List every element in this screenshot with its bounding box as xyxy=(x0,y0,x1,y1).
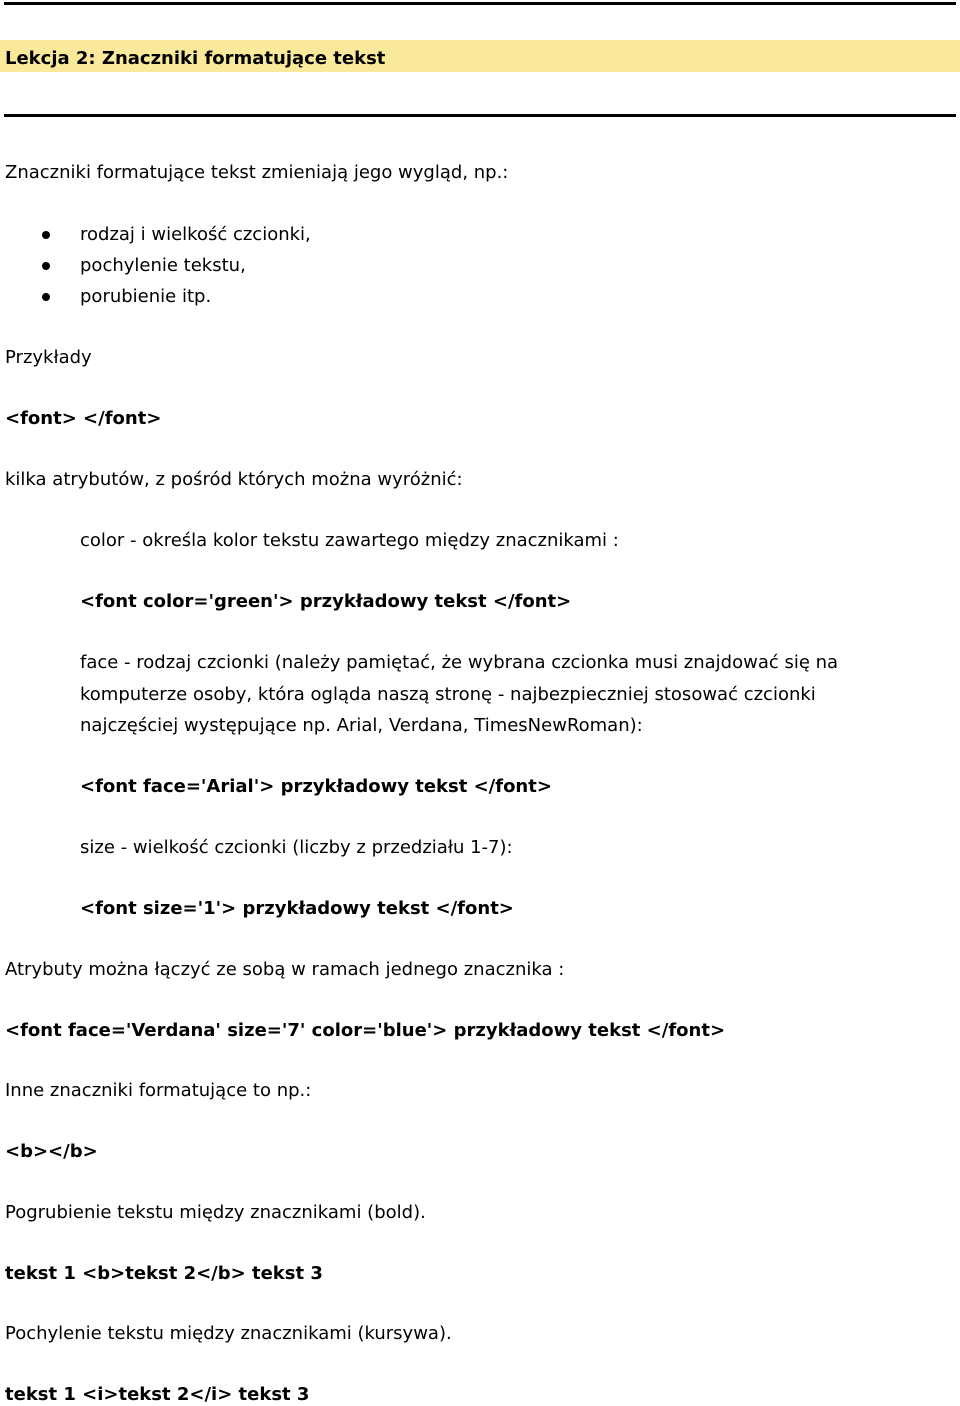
combine-example-code: <font face='Verdana' size='7' color='blue'> przykładowy tekst </font> xyxy=(5,1020,726,1041)
title-bar xyxy=(0,40,960,72)
bullet-dot-icon xyxy=(42,262,50,270)
attributes-intro: kilka atrybutów, z pośród których można wyróżnić: xyxy=(5,469,463,490)
italic-example-code: tekst 1 <i>tekst 2</i> tekst 3 xyxy=(5,1384,310,1405)
face-description-line: face - rodzaj czcionki (należy pamiętać, że wybrana czcionka musi znajdować się na xyxy=(80,652,839,673)
other-tags-text: Inne znaczniki formatujące to np.: xyxy=(5,1080,312,1101)
size-description: size - wielkość czcionki (liczby z przedziału 1-7): xyxy=(80,837,513,858)
face-description-line: komputerze osoby, która ogląda naszą stronę - najbezpieczniej stosować czcionki xyxy=(80,684,816,705)
bullet-dot-icon xyxy=(42,231,50,239)
color-example-code: <font color='green'> przykładowy tekst </font> xyxy=(80,591,572,612)
combine-description: Atrybuty można łączyć ze sobą w ramach jednego znacznika : xyxy=(5,959,565,980)
color-description: color - określa kolor tekstu zawartego między znacznikami : xyxy=(80,530,619,551)
font-tag-code: <font> </font> xyxy=(5,408,162,429)
italic-description: Pochylenie tekstu między znacznikami (kursywa). xyxy=(5,1323,452,1344)
list-item: porubienie itp. xyxy=(80,286,212,307)
top-rule xyxy=(4,2,956,5)
bold-description: Pogrubienie tekstu między znacznikami (bold). xyxy=(5,1202,426,1223)
title-rule xyxy=(4,114,956,117)
intro-text: Znaczniki formatujące tekst zmieniają jego wygląd, np.: xyxy=(5,162,509,183)
face-example-code: <font face='Arial'> przykładowy tekst </font> xyxy=(80,776,552,797)
bullet-dot-icon xyxy=(42,293,50,301)
face-description-line: najczęściej występujące np. Arial, Verdana, TimesNewRoman): xyxy=(80,715,643,736)
list-item: rodzaj i wielkość czcionki, xyxy=(80,224,311,245)
page-title: Lekcja 2: Znaczniki formatujące tekst xyxy=(5,48,386,69)
list-item: pochylenie tekstu, xyxy=(80,255,246,276)
bold-example-code: tekst 1 <b>tekst 2</b> tekst 3 xyxy=(5,1263,323,1284)
b-tag-code: <b></b> xyxy=(5,1141,98,1162)
size-example-code: <font size='1'> przykładowy tekst </font> xyxy=(80,898,514,919)
examples-heading: Przykłady xyxy=(5,347,92,368)
